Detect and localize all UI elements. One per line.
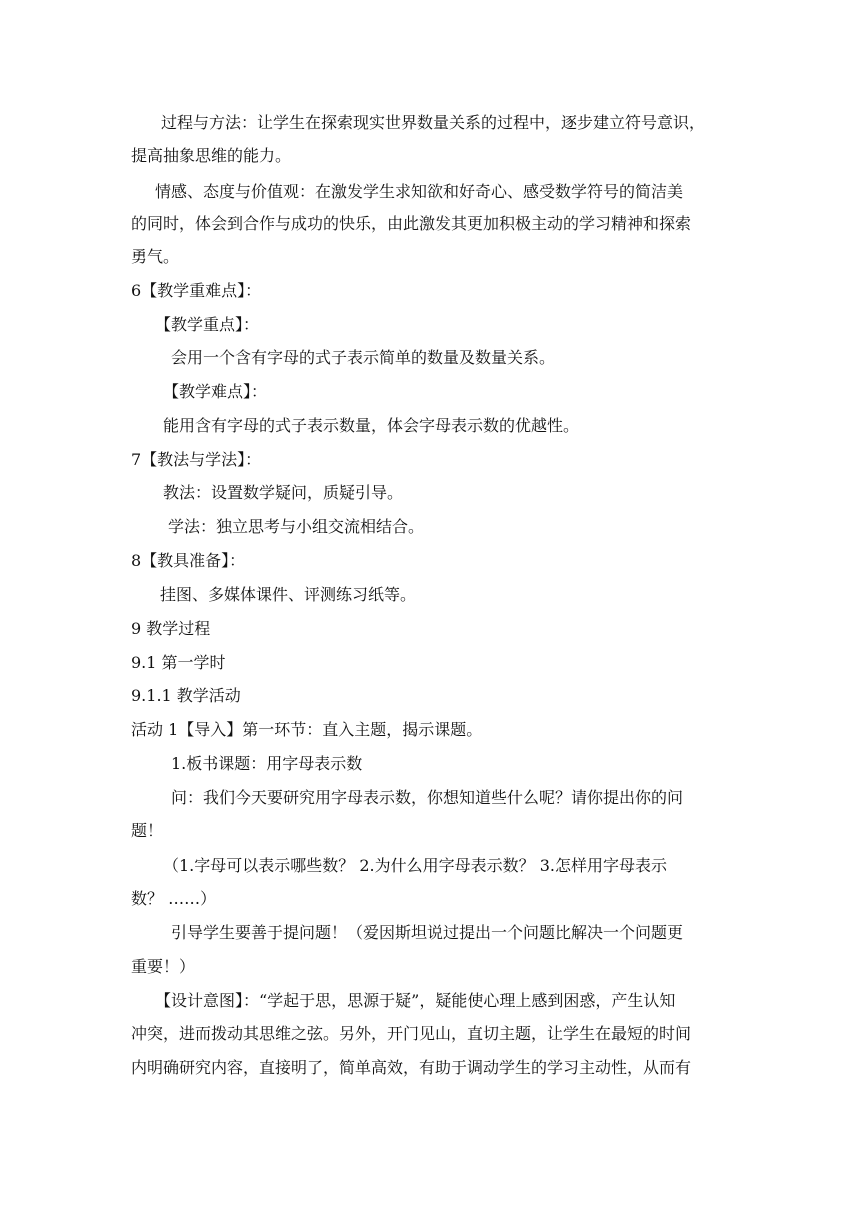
text-line: （1.字母可以表示哪些数？ 2.为什么用字母表示数？ 3.怎样用字母表示 bbox=[163, 856, 667, 875]
section-heading: 7【教法与学法】： bbox=[131, 450, 262, 469]
text-line: 【设计意图】：“学起于思，思源于疑”，疑能使心理上感到困惑，产生认知 bbox=[155, 991, 676, 1010]
text-line: 教法：设置数学疑问，质疑引导。 bbox=[163, 483, 404, 502]
section-heading: 6【教学重难点】： bbox=[131, 281, 262, 300]
text-line: 挂图、多媒体课件、评测练习纸等。 bbox=[160, 585, 417, 604]
subsection-heading: 【教学难点】： bbox=[163, 382, 268, 401]
subsection-heading: 【教学重点】： bbox=[155, 315, 260, 334]
text-line: 会用一个含有字母的式子表示简单的数量及数量关系。 bbox=[171, 348, 556, 367]
text-line: 重要！） bbox=[131, 957, 196, 976]
text-line: 勇气。 bbox=[131, 247, 180, 266]
section-heading: 9 教学过程 bbox=[131, 619, 211, 638]
text-line: 引导学生要善于提问题！（爱因斯坦说过提出一个问题比解决一个问题更 bbox=[171, 923, 684, 942]
text-line: 问：我们今天要研究用字母表示数，你想知道些什么呢？请你提出你的问 bbox=[171, 788, 684, 807]
section-heading: 8【教具准备】： bbox=[131, 551, 246, 570]
text-line: 活动 1【导入】第一环节：直入主题，揭示课题。 bbox=[131, 720, 483, 739]
text-line: 能用含有字母的式子表示数量，体会字母表示数的优越性。 bbox=[163, 416, 580, 435]
text-line: 冲突，进而拨动其思维之弦。另外，开门见山，直切主题，让学生在最短的时间 bbox=[131, 1024, 692, 1043]
text-line: 提高抽象思维的能力。 bbox=[131, 146, 292, 165]
text-line: 的同时，体会到合作与成功的快乐，由此激发其更加积极主动的学习精神和探索 bbox=[131, 214, 692, 233]
text-line: 内明确研究内容，直接明了，简单高效，有助于调动学生的学习主动性，从而有 bbox=[131, 1058, 692, 1077]
section-heading: 9.1 第一学时 bbox=[131, 653, 226, 672]
text-line: 1.板书课题：用字母表示数 bbox=[171, 754, 363, 773]
text-line: 情感、态度与价值观：在激发学生求知欲和好奇心、感受数学符号的简洁美 bbox=[155, 182, 684, 201]
text-line: 过程与方法：让学生在探索现实世界数量关系的过程中，逐步建立符号意识， bbox=[161, 113, 706, 132]
text-line: 数？ ……） bbox=[131, 889, 217, 908]
text-line: 学法：独立思考与小组交流相结合。 bbox=[168, 517, 425, 536]
text-line: 题！ bbox=[131, 821, 164, 840]
section-heading: 9.1.1 教学活动 bbox=[131, 686, 241, 705]
